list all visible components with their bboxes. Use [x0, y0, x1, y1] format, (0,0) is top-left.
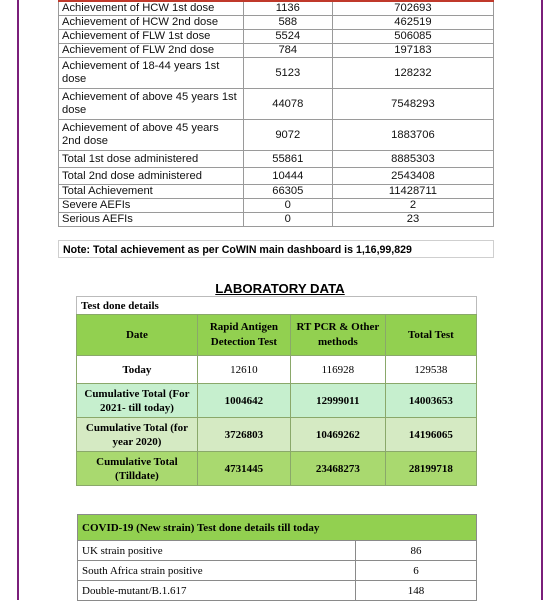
cumulative-value: 11428711	[332, 185, 493, 199]
row-label: Serious AEFIs	[59, 213, 244, 227]
cumulative-value: 7548293	[332, 89, 493, 120]
total-test-value: 14196065	[385, 418, 476, 452]
rtpcr-value: 10469262	[290, 418, 385, 452]
table-row	[59, 30, 494, 44]
daily-value: 0	[243, 213, 332, 227]
row-label: UK strain positive	[78, 541, 356, 561]
row-label: Achievement of 18-44 years 1st dose	[59, 58, 244, 89]
total-test-value: 14003653	[385, 384, 476, 418]
daily-value: 44078	[243, 89, 332, 120]
lab-section-title	[0, 281, 560, 296]
row-label: South Africa strain positive	[78, 561, 356, 581]
row-label: Total 1st dose administered	[59, 151, 244, 168]
column-header: Total Test	[385, 315, 476, 356]
row-label: Achievement of above 45 years 2nd dose	[59, 120, 244, 151]
strain-count: 86	[356, 541, 477, 561]
daily-value: 66305	[243, 185, 332, 199]
page-border-right	[541, 0, 543, 600]
daily-value: 5524	[243, 30, 332, 44]
cumulative-value: 197183	[332, 44, 493, 58]
daily-value: 9072	[243, 120, 332, 151]
table-row	[59, 168, 494, 185]
row-label: Achievement of FLW 2nd dose	[59, 44, 244, 58]
column-header: Date	[77, 315, 198, 356]
table-row	[78, 541, 477, 561]
daily-value: 10444	[243, 168, 332, 185]
table-row	[78, 561, 477, 581]
rapid-antigen-value: 4731445	[197, 452, 290, 486]
row-label: Severe AEFIs	[59, 199, 244, 213]
daily-value: 55861	[243, 151, 332, 168]
table-row	[77, 452, 477, 486]
table-row	[59, 44, 494, 58]
table-row	[77, 356, 477, 384]
table-row	[59, 89, 494, 120]
column-header: Rapid Antigen Detection Test	[197, 315, 290, 356]
page-border-left	[17, 0, 19, 600]
table-row	[59, 199, 494, 213]
row-label: Double-mutant/B.1.617	[78, 581, 356, 601]
daily-value: 784	[243, 44, 332, 58]
cumulative-value: 8885303	[332, 151, 493, 168]
table-header-row	[78, 515, 477, 541]
rtpcr-value: 12999011	[290, 384, 385, 418]
laboratory-table	[76, 314, 477, 486]
row-label: Cumulative Total (Tilldate)	[77, 452, 198, 486]
rapid-antigen-value: 3726803	[197, 418, 290, 452]
cumulative-value: 1883706	[332, 120, 493, 151]
daily-value: 5123	[243, 58, 332, 89]
table-row	[59, 151, 494, 168]
column-header: RT PCR & Other methods	[290, 315, 385, 356]
strain-count: 148	[356, 581, 477, 601]
table-header-row	[77, 315, 477, 356]
table-row	[78, 581, 477, 601]
daily-value: 1136	[243, 1, 332, 16]
row-label: Achievement of above 45 years 1st dose	[59, 89, 244, 120]
table-row	[77, 418, 477, 452]
rapid-antigen-value: 1004642	[197, 384, 290, 418]
cumulative-value: 2	[332, 199, 493, 213]
row-label: Total Achievement	[59, 185, 244, 199]
daily-value: 588	[243, 16, 332, 30]
row-label: Achievement of FLW 1st dose	[59, 30, 244, 44]
rtpcr-value: 116928	[290, 356, 385, 384]
strain-count: 6	[356, 561, 477, 581]
row-label: Cumulative Total (For 2021- till today)	[77, 384, 198, 418]
cumulative-value: 702693	[332, 1, 493, 16]
rtpcr-value: 23468273	[290, 452, 385, 486]
row-label: Today	[77, 356, 198, 384]
cumulative-value: 2543408	[332, 168, 493, 185]
lab-title-text: LABORATORY DATA	[215, 281, 345, 296]
cumulative-value: 462519	[332, 16, 493, 30]
row-label: Achievement of HCW 2nd dose	[59, 16, 244, 30]
cumulative-value: 23	[332, 213, 493, 227]
vaccination-table	[58, 0, 494, 227]
row-label: Total 2nd dose administered	[59, 168, 244, 185]
cowin-note: Note: Total achievement as per CoWIN main dashboard is 1,16,99,829	[58, 240, 494, 258]
cumulative-value: 128232	[332, 58, 493, 89]
total-test-value: 129538	[385, 356, 476, 384]
cumulative-value: 506085	[332, 30, 493, 44]
row-label: Achievement of HCW 1st dose	[59, 1, 244, 16]
rapid-antigen-value: 12610	[197, 356, 290, 384]
table-row	[59, 185, 494, 199]
total-test-value: 28199718	[385, 452, 476, 486]
lab-table-caption: Test done details	[76, 296, 477, 314]
new-strain-table	[77, 514, 477, 601]
daily-value: 0	[243, 199, 332, 213]
row-label: Cumulative Total (for year 2020)	[77, 418, 198, 452]
table-row	[59, 1, 494, 16]
table-row	[77, 384, 477, 418]
table-row	[59, 213, 494, 227]
table-row	[59, 16, 494, 30]
table-row	[59, 58, 494, 89]
table-row	[59, 120, 494, 151]
strain-table-title: COVID-19 (New strain) Test done details till today	[78, 515, 477, 541]
